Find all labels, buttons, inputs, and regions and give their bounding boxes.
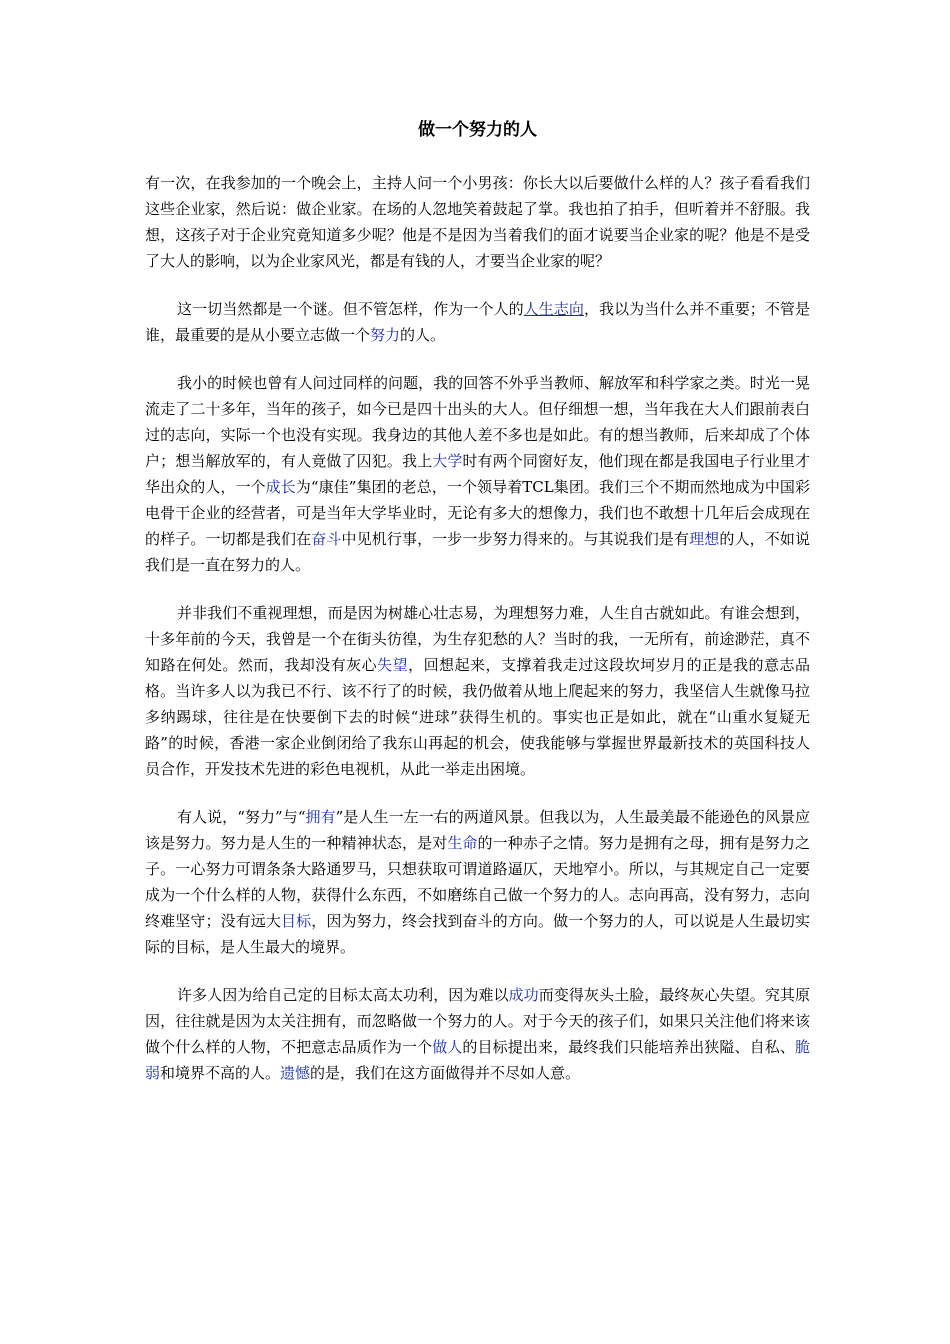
keyword-link[interactable]: 生命: [447, 834, 478, 852]
paragraph: [145, 296, 810, 348]
text-segment: 的人，不如说我们是一直在努力的人。: [145, 530, 810, 574]
keyword-link[interactable]: 做人: [432, 1038, 463, 1056]
document-title: 做一个努力的人: [418, 120, 537, 140]
keyword-link[interactable]: 人生志向: [523, 300, 584, 318]
text-segment: 的目标提出来，最终我们只能培养出狭隘、自私、: [462, 1038, 795, 1056]
text-segment: ，因为努力，终会找到奋斗的方向。做一个努力的人，可以说是人生最切实际的目标，是人生最大的境界。: [145, 912, 810, 956]
text-segment: ，回想起来，支撑着我走过这段坎坷岁月的正是我的意志品格。当许多人以为我已不行、该不行了的时候，我仍做着从地上爬起来的努力，我坚信人生就像马拉多纳踢球，往往是在快要倒下去的时候“进球”获得生机的。事实也正是如此，就在“山重水复疑无路”的时候，香港一家企业倒闭给了我东山再起的机会，使我能够与掌握世界最新技术的英国科技人员合作，开发技术先进的彩色电视机，从此一举走出困境。: [145, 656, 810, 778]
text-segment: 并非我们不重视理想，而是因为树雄心壮志易，为理想努力难，人生自古就如此。有谁会想到，十多年前的今天，我曾是一个在街头彷徨，为生存犯愁的人？当时的我，一无所有，前途渺茫，真不知路在何处。然而，我却没有灰心: [145, 604, 810, 674]
keyword-link[interactable]: 拥有: [305, 808, 336, 826]
keyword-link[interactable]: 失望: [377, 656, 409, 674]
text-segment: 时有两个同窗好友，他们现在都是我国电子行业里才华出众的人，一个: [145, 452, 810, 496]
text-segment: 我小的时候也曾有人问过同样的问题，我的回答不外乎当教师、解放军和科学家之类。时光一晃流走了二十多年，当年的孩子，如今已是四十出头的大人。但仔细想一想，当年我在大人们跟前表白过的志向，实际一个也没有实现。我身边的其他人差不多也是如此。有的想当教师，后来却成了个体户；想当解放军的，有人竟做了囚犯。我上: [145, 374, 810, 470]
paragraph: [145, 170, 810, 274]
text-segment: 许多人因为给自己定的目标太高太功利，因为难以: [177, 986, 509, 1004]
keyword-link[interactable]: 目标: [281, 912, 312, 930]
document-page: [145, 118, 810, 1108]
keyword-link[interactable]: 脆弱: [145, 1038, 810, 1082]
paragraph: [145, 600, 810, 782]
text-segment: 的是，我们在这方面做得并不尽如人意。: [310, 1064, 581, 1082]
text-segment: 为“康佳”集团的老总，一个领导着TCL集团。我们三个不期而然地成为中国彩电骨干企业的经营者，可是当年大学毕业时，无论有多大的想像力，我们也不敢想十几年后会成现在的样子。一切都是我们在: [145, 478, 810, 548]
document-body: [145, 170, 810, 1086]
keyword-link[interactable]: 遗憾: [280, 1064, 311, 1082]
keyword-link[interactable]: 理想: [689, 530, 720, 548]
text-segment: 有一次，在我参加的一个晚会上，主持人问一个小男孩：你长大以后要做什么样的人？孩子看看我们这些企业家，然后说：做企业家。在场的人忽地笑着鼓起了掌。我也拍了拍手，但听着并不舒服。我想，这孩子对于企业究竟知道多少呢？他是不是因为当着我们的面才说要当企业家的呢？他是不是受了大人的影响，以为企业家风光，都是有钱的人，才要当企业家的呢？: [145, 174, 810, 270]
keyword-link[interactable]: 成长: [265, 478, 296, 496]
text-segment: 的一种赤子之情。努力是拥有之母，拥有是努力之子。一心努力可谓条条大路通罗马，只想获取可谓道路逼仄，天地窄小。所以，与其规定自己一定要成为一个什么样的人物，获得什么东西，不如磨练自己做一个努力的人。志向再高，没有努力，志向终难坚守；没有远大: [145, 834, 810, 930]
paragraph: [145, 982, 810, 1086]
paragraph: [145, 370, 810, 578]
keyword-link[interactable]: 大学: [432, 452, 463, 470]
text-segment: ，我以为当什么并不重要；不管是谁，最重要的是从小要立志做一个: [145, 300, 810, 344]
text-segment: 的人。: [400, 326, 446, 344]
text-segment: 这一切当然都是一个谜。但不管怎样，作为一个人的: [177, 300, 524, 318]
text-segment: 有人说，“努力”与“: [177, 808, 306, 826]
paragraph: [145, 804, 810, 960]
text-segment: 中见机行事，一步一步努力得来的。与其说我们是有: [341, 530, 690, 548]
text-segment: 而变得灰头土脸，最终灰心失望。究其原因，往往就是因为太关注拥有，而忽略做一个努力的人。对于今天的孩子们，如果只关注他们将来该做个什么样的人物，不把意志品质作为一个: [145, 986, 810, 1056]
text-segment: ”是人生一左一右的两道风景。但我以为，人生最美最不能逊色的风景应该是努力。努力是人生的一种精神状态，是对: [145, 808, 810, 852]
keyword-link[interactable]: 努力: [370, 326, 401, 344]
text-segment: 和境界不高的人。: [160, 1064, 281, 1082]
keyword-link[interactable]: 成功: [508, 986, 539, 1004]
keyword-link[interactable]: 奋斗: [311, 530, 342, 548]
